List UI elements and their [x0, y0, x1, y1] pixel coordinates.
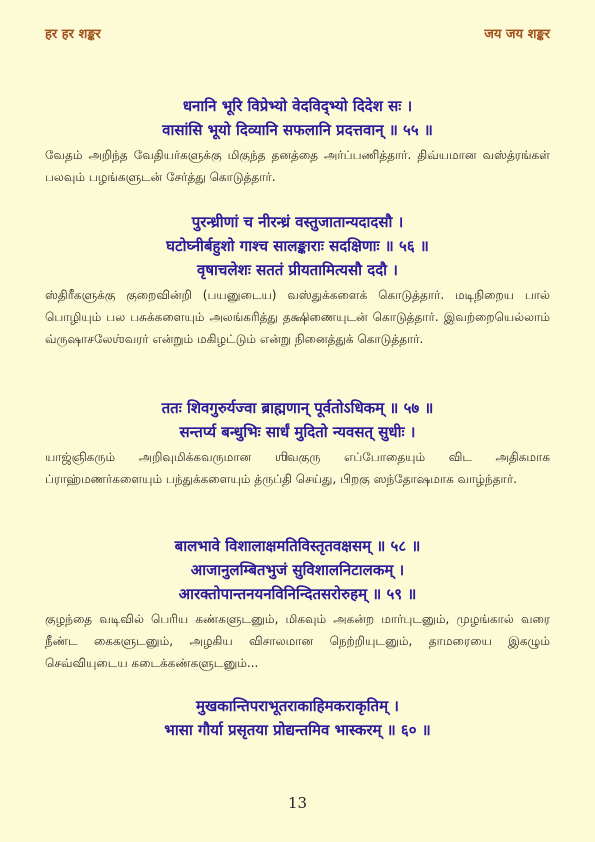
- verse-block-57: [45, 396, 550, 490]
- verse-line: धनानि भूरि विप्रेभ्यो वेदविद्भ्यो दिदेश सः ।: [182, 97, 413, 115]
- verse-block-56: [45, 210, 550, 350]
- verse-block-58-59: [45, 534, 550, 674]
- tamil-translation: குழந்தை வடிவில் பெரிய கண்களுடனும், மிகவும் அகன்ற மார்புடனும், முழங்கால் வரை நீண்ட கைகளுடனும், அழகிய விசாலமான நெற்றியுடனும், தாமரையை இகழும் செவ்வியுடைய கடைக்கண்களுடனும்...: [45, 612, 550, 670]
- tamil-translation: யாஜ்ஞிகரும் அறிவுமிக்கவருமான ஶிவகுரு எப்போதையும் விட அதிகமாக ப்ராஹ்மணர்களையும் பந்துக்களையும் த்ருப்தி செய்து, பிறகு ஸந்தோஷமாக வாழ்ந்தார்.: [45, 450, 550, 486]
- verse-line: मुखकान्तिपराभूतराकाहिमकराकृतिम् ।: [196, 697, 399, 715]
- page-number: 13: [287, 794, 308, 812]
- verse-line: बालभावे विशालाक्षमतिविस्तृतवक्षसम् ॥ ५८ ॥: [174, 537, 421, 555]
- header-right: जय जय शङ्कर: [484, 27, 550, 42]
- verse-line: वासांसि भूयो दिव्यानि सफलानि प्रदत्तवान् ॥ ५५ ॥: [162, 121, 433, 139]
- tamil-translation: வேதம் அறிந்த வேதியர்களுக்கு மிகுந்த தனத்தை அர்ப்பணித்தார். திவ்யமான வஸ்த்ரங்கள் பலவும் பழங்களுடன் சேர்த்து கொடுத்தார்.: [45, 148, 550, 184]
- verse-block-60: [45, 694, 550, 742]
- verse-line: पुरन्ध्रीणां च नीरन्ध्रं वस्तुजातान्यदादसौ ।: [191, 213, 404, 231]
- verse-line: भासा गौर्या प्रसृतया प्रोद्यन्तमिव भास्करम् ॥ ६० ॥: [164, 721, 431, 739]
- verse-block-55: [45, 94, 550, 188]
- verse-line: सन्तर्प्य बन्धुभिः सार्धं मुदितो न्यवसत् सुधीः ।: [179, 423, 416, 441]
- verse-line: घटोघ्नीर्बहुशो गाश्च सालङ्काराः सदक्षिणाः ॥ ५६ ॥: [166, 237, 429, 255]
- page-header: [45, 24, 550, 44]
- header-left: हर हर शङ्कर: [45, 27, 101, 42]
- verse-line: ततः शिवगुरुर्यज्वा ब्राह्मणान् पूर्वतोऽधिकम् ॥ ५७ ॥: [161, 399, 434, 417]
- verse-line: आजानुलम्बितभुजं सुविशालनिटालकम् ।: [190, 561, 405, 579]
- verse-line: वृषाचलेशः सततं प्रीयतामित्यसौ ददौ ।: [197, 261, 398, 279]
- tamil-translation: ஸ்திரீகளுக்கு குறைவின்றி (பயனுடைய) வஸ்துக்களைக் கொடுத்தார். மடிநிறைய பால் பொழியும் பல பசுக்களையும் அலங்கரித்து தக்ஷிணையுடன் கொடுத்தார். இவற்றையெல்லாம் வ்ருஷாசலேஶ்வரர் என்றும் மகிழட்டும் என்று நினைத்துக் கொடுத்தார்.: [45, 288, 550, 346]
- verse-line: आरक्तोपान्तनयनविनिन्दितसरोरुहम् ॥ ५९ ॥: [178, 585, 417, 603]
